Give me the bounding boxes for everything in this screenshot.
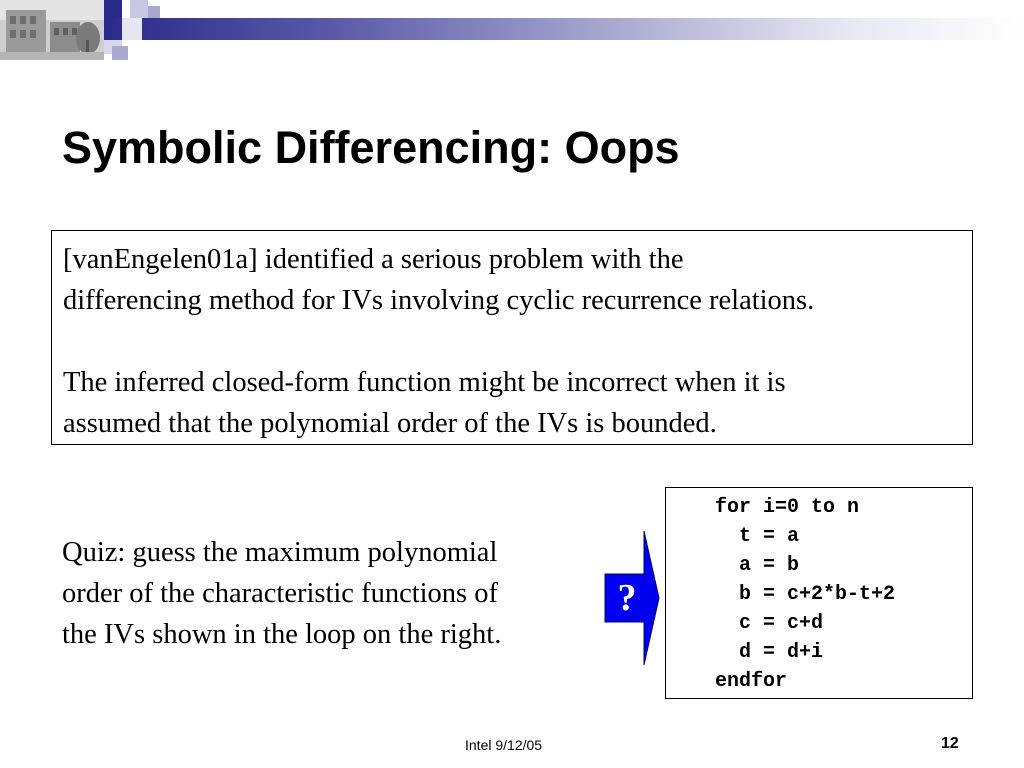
slide-title: Symbolic Differencing: Oops: [62, 122, 680, 173]
quiz-line: order of the characteristic functions of: [62, 578, 499, 609]
quiz-line: Quiz: guess the maximum polynomial: [62, 537, 498, 568]
quiz-line: the IVs shown in the loop on the right.: [62, 619, 502, 650]
header-square: [104, 0, 122, 18]
header-square: [112, 46, 128, 60]
code-line: a = b: [715, 554, 800, 577]
text-line: [vanEngelen01a] identified a serious problem with the: [63, 244, 684, 275]
code-line: endfor: [715, 670, 788, 693]
footer-date: Intel 9/12/05: [465, 737, 543, 753]
building-photo-image: [0, 0, 104, 60]
header-gradient-band: [104, 18, 1024, 40]
text-line: differencing method for IVs involving cyclic recurrence relations.: [63, 285, 815, 316]
header-square: [122, 18, 142, 40]
quiz-text: [62, 532, 501, 655]
question-mark-label: ?: [617, 577, 637, 619]
text-line: assumed that the polynomial order of the IVs is bounded.: [63, 408, 717, 439]
code-line: t = a: [715, 525, 800, 548]
code-line: for i=0 to n: [715, 496, 860, 519]
text-line: The inferred closed-form function might be incorrect when it is: [63, 367, 786, 398]
page-number: 12: [941, 735, 959, 752]
code-line: c = c+d: [715, 612, 824, 635]
consequence-paragraph: [63, 362, 962, 444]
reveal-answer-button[interactable]: [604, 530, 660, 666]
code-line: b = c+2*b-t+2: [715, 583, 896, 606]
loop-code-box: [665, 487, 973, 699]
header-square: [148, 6, 160, 18]
problem-description-box: [51, 230, 973, 445]
header-square: [130, 0, 148, 18]
code-line: d = d+i: [715, 641, 824, 664]
problem-paragraph: [63, 239, 962, 321]
